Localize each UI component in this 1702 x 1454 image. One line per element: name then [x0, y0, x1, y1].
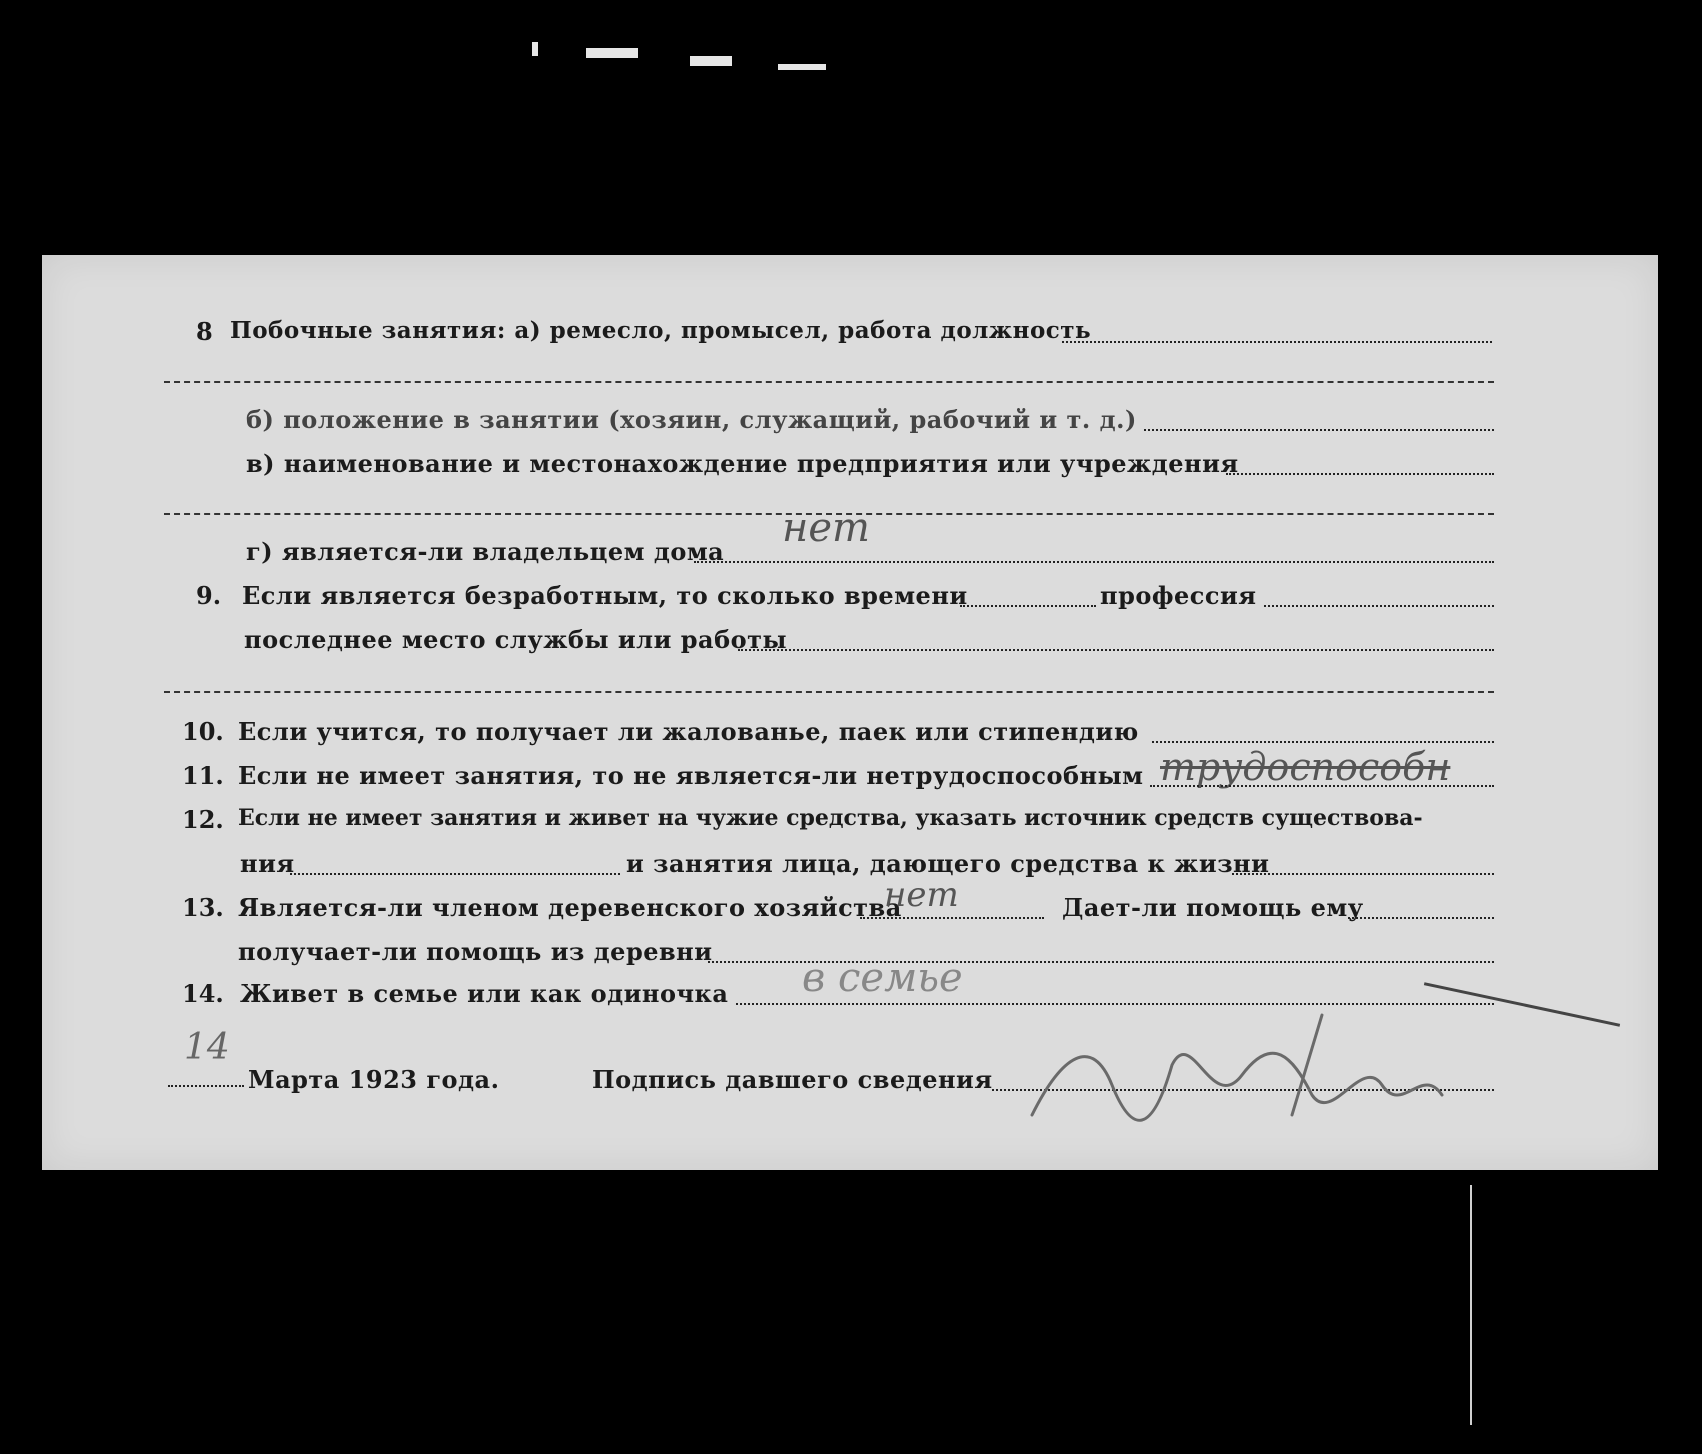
q12-line2a-label: ния	[240, 849, 295, 878]
q8-a-fill-line	[1062, 341, 1492, 343]
q13-help-fill-line	[1348, 917, 1494, 919]
q8-c-fill-line	[1226, 473, 1494, 475]
q9-line1-label: Если является безработным, то сколько времени	[242, 581, 968, 610]
q13-number: 13.	[182, 893, 224, 922]
q14-label: Живет в семье или как одиночка	[240, 979, 729, 1008]
film-mark	[690, 56, 732, 66]
q9-continuation-line	[164, 691, 1494, 693]
q9-duration-fill-line	[960, 605, 1096, 607]
q8-number: 8	[196, 317, 213, 346]
q11-number: 11.	[182, 761, 224, 790]
q11-fill-line	[1150, 785, 1494, 787]
census-card	[42, 255, 1658, 1170]
q8-a-label: Побочные занятия: а) ремесло, промысел, работа должность	[230, 317, 1092, 344]
signature-scribble	[1022, 995, 1462, 1145]
q9-profession-label: профессия	[1100, 581, 1257, 610]
film-mark	[778, 64, 826, 70]
q9-line2-label: последнее место службы или работы	[244, 625, 788, 654]
q12-line2b-label: и занятия лица, дающего средства к жизни	[626, 849, 1270, 878]
q13-line2-label: получает-ли помощь из деревни	[238, 937, 713, 966]
q8-d-label: г) является-ли владельцем дома	[246, 537, 725, 566]
q12-line1-label: Если не имеет занятия и живет на чужие средства, указать источник средств существова-	[238, 805, 1423, 831]
q8-a-continuation-line	[164, 381, 1494, 383]
q13-answer: нет	[884, 875, 959, 915]
q8-d-fill-line	[694, 561, 1494, 563]
q8-b-fill-line	[1144, 429, 1494, 431]
q10-fill-line	[1152, 741, 1494, 743]
date-label: Марта 1923 года.	[248, 1065, 500, 1094]
q14-answer: в семье	[802, 955, 963, 1001]
q12-source-fill-line	[290, 873, 620, 875]
q10-label: Если учится, то получает ли жалованье, паек или стипендию	[238, 717, 1139, 746]
film-mark	[586, 48, 638, 58]
q11-label: Если не имеет занятия, то не является-ли нетрудоспособным	[238, 761, 1144, 790]
q9-line2-fill-line	[738, 649, 1494, 651]
q8-c-label: в) наименование и местонахождение предприятия или учреждения	[246, 449, 1239, 478]
day-fill-line	[168, 1085, 244, 1087]
q14-number: 14.	[182, 979, 224, 1008]
q11-answer: трудоспособн	[1160, 745, 1451, 789]
signature-label: Подпись давшего сведения	[592, 1065, 993, 1094]
q10-number: 10.	[182, 717, 224, 746]
film-mark	[532, 42, 538, 56]
q8-b-label: б) положение в занятии (хозяин, служащий, рабочий и т. д.)	[246, 405, 1137, 434]
q13-line1a-label: Является-ли членом деревенского хозяйства	[238, 893, 902, 922]
q9-number: 9.	[196, 581, 222, 610]
film-scratch	[1470, 1185, 1472, 1425]
q13-line1b-label: Дает-ли помощь ему	[1062, 893, 1364, 922]
day-handwritten: 14	[184, 1027, 230, 1068]
q12-person-fill-line	[1232, 873, 1494, 875]
q13-member-fill-line	[860, 917, 1044, 919]
q8-d-answer: нет	[782, 505, 870, 551]
q12-number: 12.	[182, 805, 224, 834]
q9-profession-fill-line	[1264, 605, 1494, 607]
